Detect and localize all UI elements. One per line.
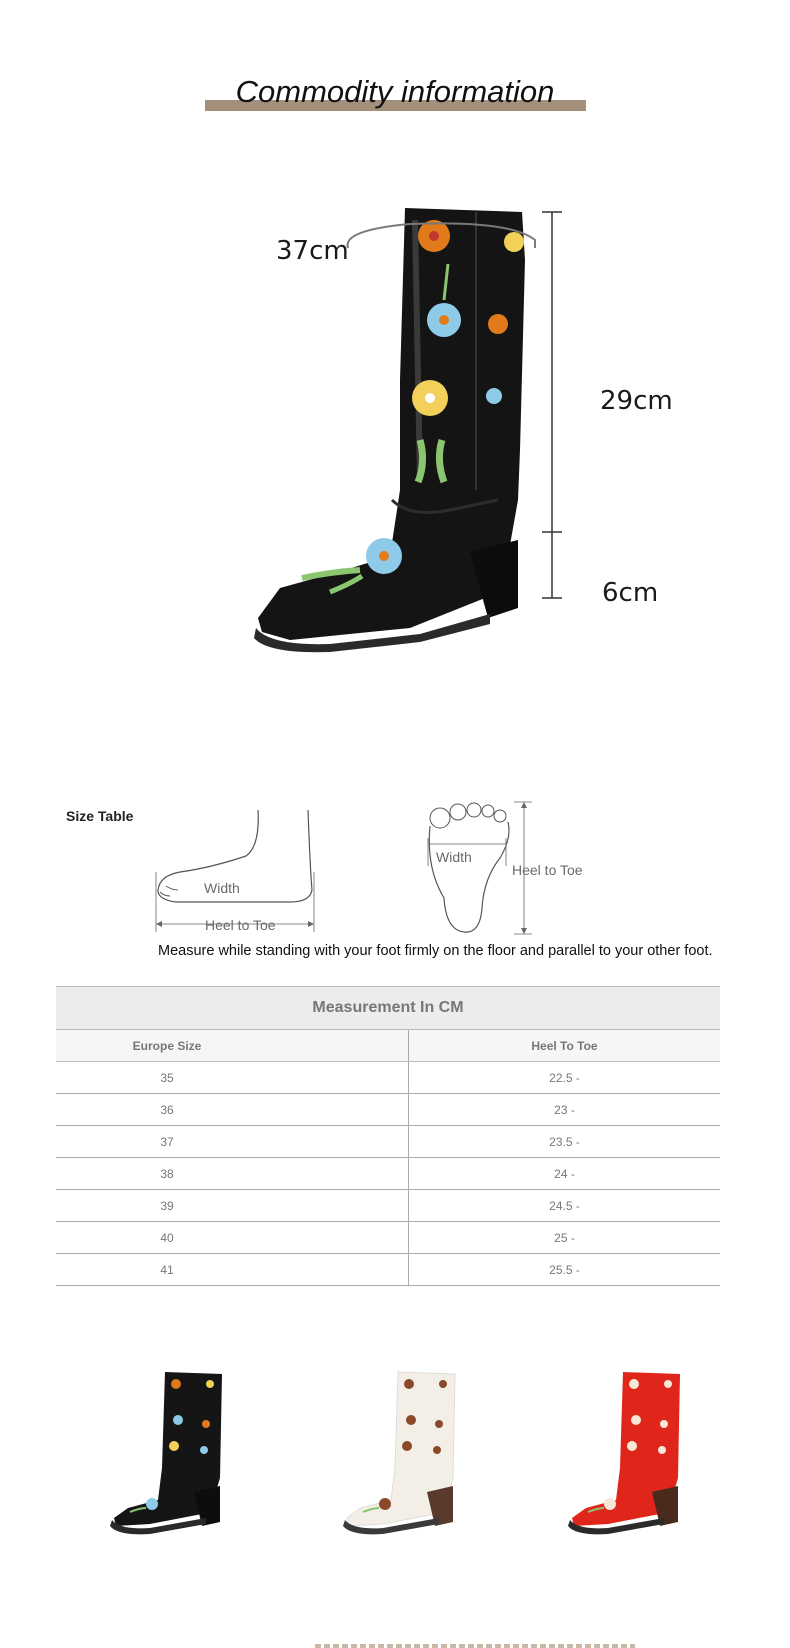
top-heel-to-toe-label: Heel to Toe xyxy=(512,862,583,878)
table-row: 41 25.5 - xyxy=(56,1254,720,1286)
side-width-label: Width xyxy=(204,880,240,896)
column-header-heel-to-toe: Heel To Toe xyxy=(409,1030,721,1062)
variant-white-boot xyxy=(343,1368,463,1536)
table-row: 35 22.5 - xyxy=(56,1062,720,1094)
bottom-cutoff-strip xyxy=(315,1644,635,1648)
table-row: 38 24 - xyxy=(56,1158,720,1190)
shaft-height-label: 29cm xyxy=(600,386,673,416)
table-row: 37 23.5 - xyxy=(56,1126,720,1158)
table-row: 40 25 - xyxy=(56,1222,720,1254)
variant-black-boot xyxy=(110,1368,230,1536)
table-title: Measurement In CM xyxy=(56,987,720,1030)
size-table xyxy=(56,986,720,1286)
main-boot-image xyxy=(250,200,590,680)
circumference-label: 37cm xyxy=(276,236,349,266)
column-header-europe-size: Europe Size xyxy=(56,1030,278,1062)
page-title: Commodity information xyxy=(235,74,555,109)
measure-instruction: Measure while standing with your foot firmly on the floor and parallel to your other foot. xyxy=(158,943,713,959)
heel-height-label: 6cm xyxy=(602,578,659,608)
table-row: 39 24.5 - xyxy=(56,1190,720,1222)
size-table-label: Size Table xyxy=(66,808,134,824)
top-width-label: Width xyxy=(436,849,472,865)
table-row: 36 23 - xyxy=(56,1094,720,1126)
side-heel-to-toe-label: Heel to Toe xyxy=(205,917,276,933)
variant-red-boot xyxy=(568,1368,688,1536)
